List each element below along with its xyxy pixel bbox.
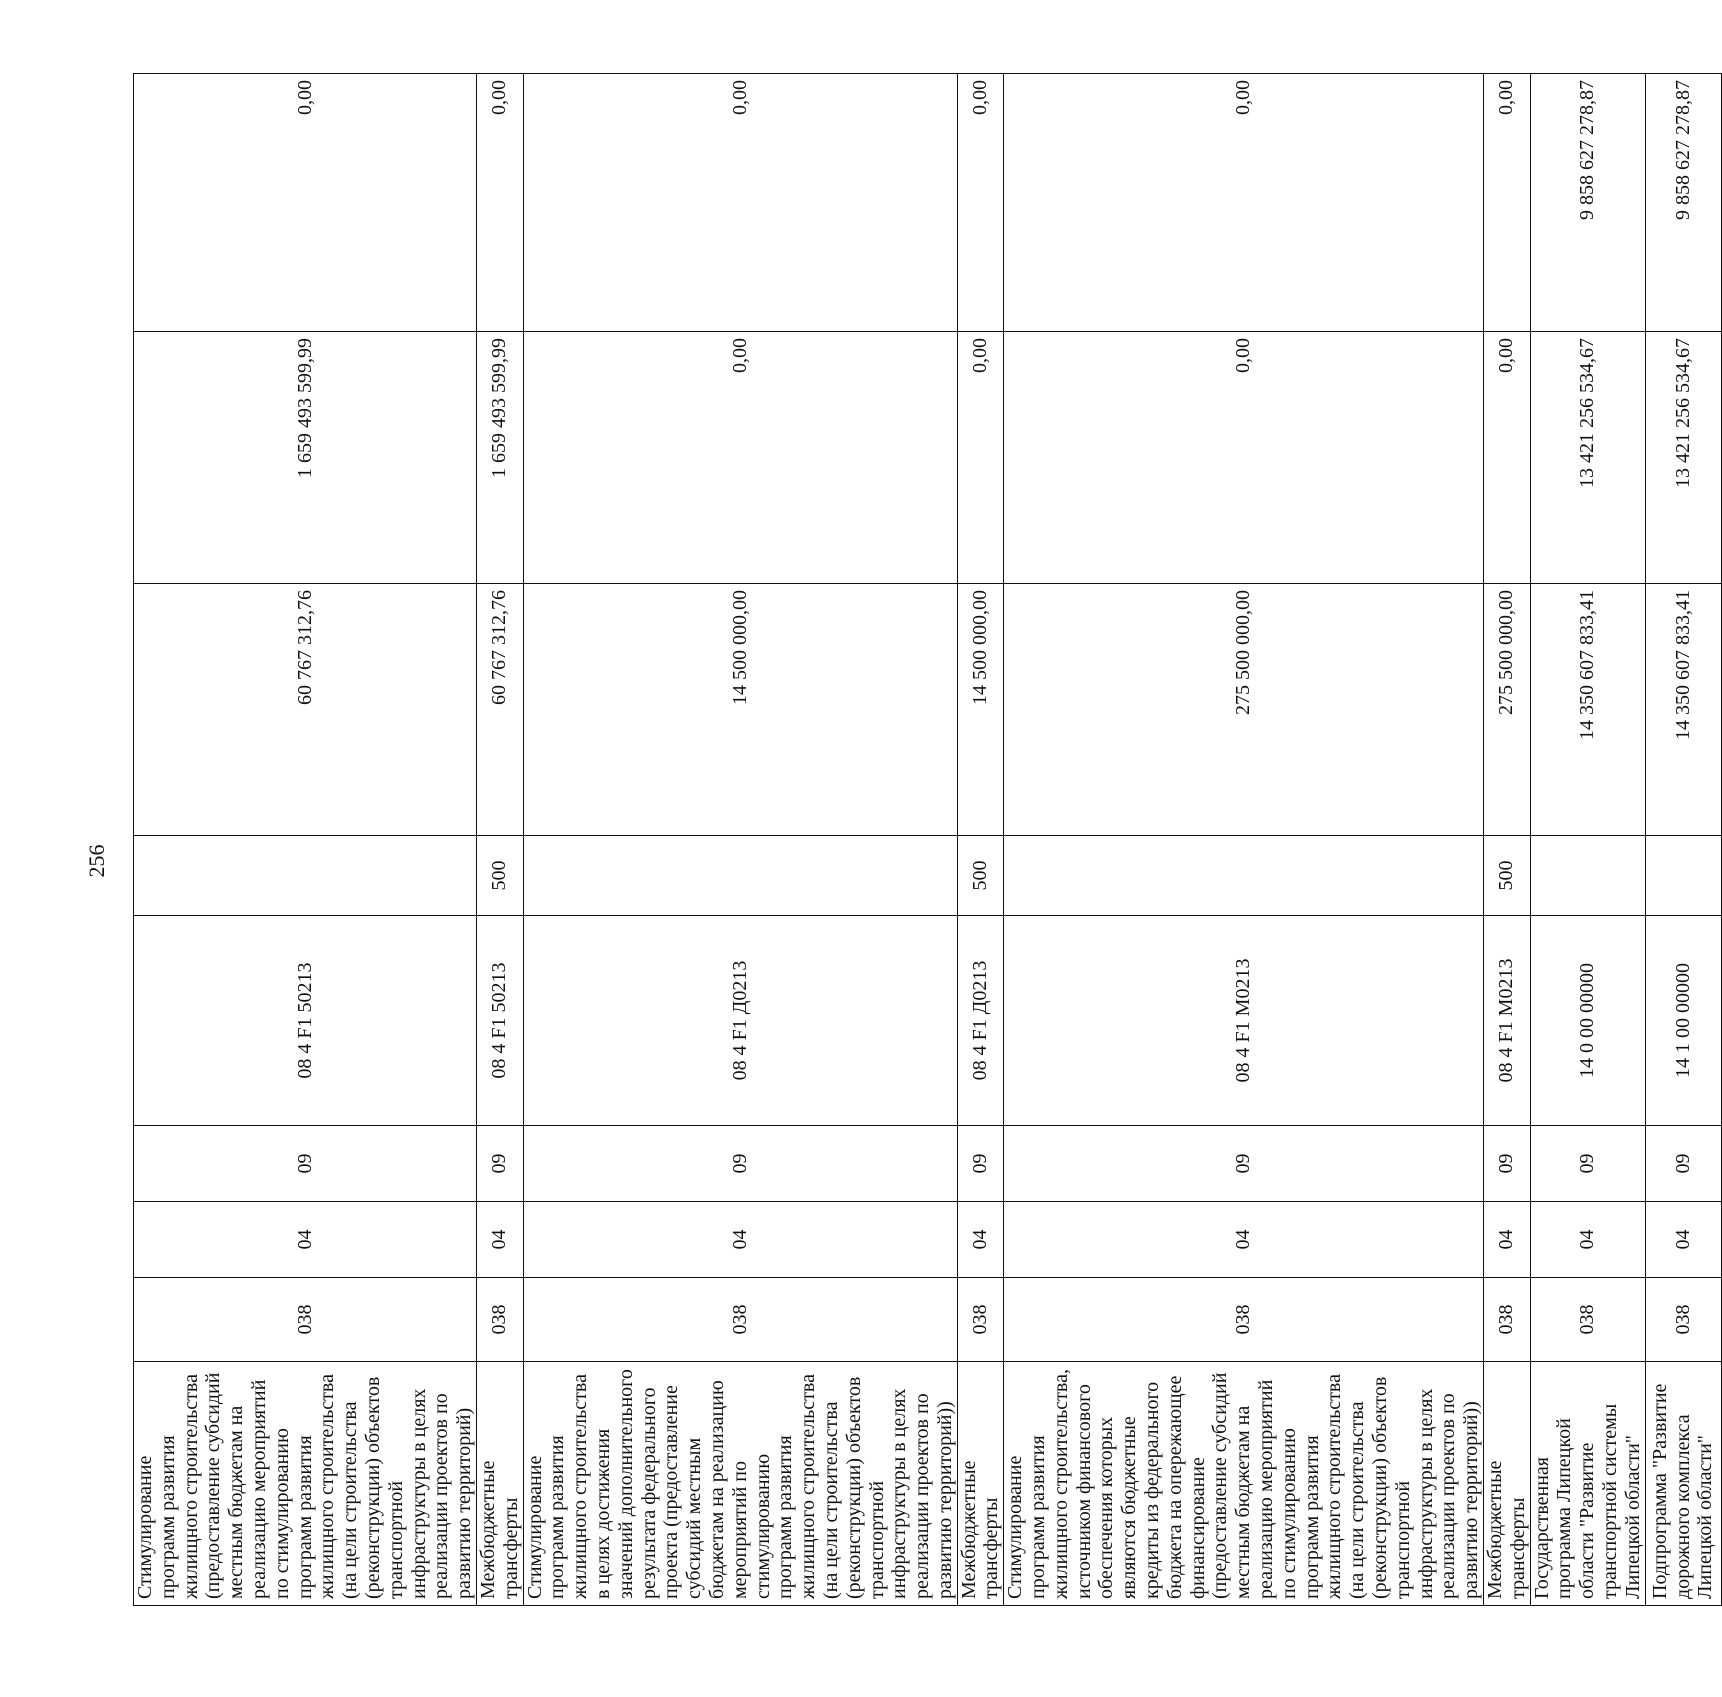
amount-1-cell: 14 500 000,00	[523, 584, 957, 836]
row-name-cell: Стимулирование программ развития жилищного строительства в целях достижения значений дополнительного результата федерального проекта (предоставление субсидий местным бюджетам на реализацию мероприятий по стимулированию программ развития жилищного строительства (на цели строительства (реконструкции) объектов транспортной инфраструктуры в целях реализации проектов по развитию территорий))	[523, 1362, 957, 1606]
table-row	[523, 74, 957, 1606]
csr-code-cell: 08 4 F1 50213	[476, 916, 523, 1126]
rotated-page-content	[133, 74, 1717, 1606]
table-row	[476, 74, 523, 1606]
amount-3-cell: 0,00	[957, 74, 1004, 332]
amount-1-cell: 275 500 000,00	[1004, 584, 1484, 836]
amount-3-cell: 0,00	[134, 74, 477, 332]
csr-code-cell: 08 4 F1 Д0213	[957, 916, 1004, 1126]
pr-code-cell: 09	[1530, 1126, 1645, 1202]
table-row	[957, 74, 1004, 1606]
csr-code-cell: 14 1 00 00000	[1645, 916, 1721, 1126]
row-name-cell: Государственная программа Липецкой области "Развитие транспортной системы Липецкой области"	[1530, 1362, 1645, 1606]
row-name-cell: Межбюджетные трансферты	[1484, 1362, 1531, 1606]
csr-code-cell: 08 4 F1 50213	[134, 916, 477, 1126]
rz-code-cell: 04	[523, 1202, 957, 1278]
vr-code-cell	[1004, 836, 1484, 916]
gr-code-cell: 038	[957, 1278, 1004, 1362]
gr-code-cell: 038	[1004, 1278, 1484, 1362]
table-row	[1484, 74, 1531, 1606]
pr-code-cell: 09	[1484, 1126, 1531, 1202]
gr-code-cell: 038	[1484, 1278, 1531, 1362]
amount-1-cell: 275 500 000,00	[1484, 584, 1531, 836]
rz-code-cell: 04	[1530, 1202, 1645, 1278]
vr-code-cell	[134, 836, 477, 916]
amount-2-cell: 0,00	[1484, 332, 1531, 584]
page-number: 256	[84, 844, 109, 878]
csr-code-cell: 08 4 F1 M0213	[1484, 916, 1531, 1126]
amount-2-cell: 13 421 256 534,67	[1645, 332, 1721, 584]
amount-3-cell: 0,00	[523, 74, 957, 332]
rz-code-cell: 04	[957, 1202, 1004, 1278]
amount-3-cell: 0,00	[1484, 74, 1531, 332]
table-row	[1004, 74, 1484, 1606]
row-name-cell: Подпрограмма "Развитие дорожного комплекса Липецкой области"	[1645, 1362, 1721, 1606]
amount-2-cell: 13 421 256 534,67	[1530, 332, 1645, 584]
rz-code-cell: 04	[1484, 1202, 1531, 1278]
vr-code-cell	[523, 836, 957, 916]
vr-code-cell: 500	[476, 836, 523, 916]
amount-2-cell: 0,00	[1004, 332, 1484, 584]
gr-code-cell: 038	[1530, 1278, 1645, 1362]
row-name-cell: Межбюджетные трансферты	[957, 1362, 1004, 1606]
budget-table	[133, 73, 1722, 1606]
rz-code-cell: 04	[476, 1202, 523, 1278]
csr-code-cell: 14 0 00 00000	[1530, 916, 1645, 1126]
row-name-cell: Стимулирование программ развития жилищного строительства, источником финансового обеспечения которых являются бюджетные кредиты из федерального бюджета на опережающее финансирование (предоставление субсидий местным бюджетам на реализацию мероприятий по стимулированию программ развития жилищного строительства (на цели строительства (реконструкции) объектов транспортной инфраструктуры в целях реализации проектов по развитию территорий))	[1004, 1362, 1484, 1606]
amount-2-cell: 1 659 493 599,99	[134, 332, 477, 584]
pr-code-cell: 09	[523, 1126, 957, 1202]
csr-code-cell: 08 4 F1 Д0213	[523, 916, 957, 1126]
amount-2-cell: 1 659 493 599,99	[476, 332, 523, 584]
amount-3-cell: 9 858 627 278,87	[1645, 74, 1721, 332]
csr-code-cell: 08 4 F1 M0213	[1004, 916, 1484, 1126]
amount-3-cell: 0,00	[1004, 74, 1484, 332]
gr-code-cell: 038	[134, 1278, 477, 1362]
vr-code-cell: 500	[957, 836, 1004, 916]
gr-code-cell: 038	[476, 1278, 523, 1362]
rz-code-cell: 04	[134, 1202, 477, 1278]
pr-code-cell: 09	[476, 1126, 523, 1202]
pr-code-cell: 09	[1004, 1126, 1484, 1202]
pr-code-cell: 09	[1645, 1126, 1721, 1202]
amount-1-cell: 14 350 607 833,41	[1645, 584, 1721, 836]
row-name-cell: Межбюджетные трансферты	[476, 1362, 523, 1606]
vr-code-cell: 500	[1484, 836, 1531, 916]
amount-2-cell: 0,00	[957, 332, 1004, 584]
amount-3-cell: 0,00	[476, 74, 523, 332]
rz-code-cell: 04	[1645, 1202, 1721, 1278]
amount-1-cell: 60 767 312,76	[134, 584, 477, 836]
amount-1-cell: 14 500 000,00	[957, 584, 1004, 836]
amount-1-cell: 60 767 312,76	[476, 584, 523, 836]
table-row	[1645, 74, 1721, 1606]
row-name-cell: Стимулирование программ развития жилищного строительства (предоставление субсидий местным бюджетам на реализацию мероприятий по стимулированию программ развития жилищного строительства (на цели строительства (реконструкции) объектов транспортной инфраструктуры в целях реализации проектов по развитию территорий)	[134, 1362, 477, 1606]
table-row	[134, 74, 477, 1606]
amount-1-cell: 14 350 607 833,41	[1530, 584, 1645, 836]
amount-3-cell: 9 858 627 278,87	[1530, 74, 1645, 332]
pr-code-cell: 09	[134, 1126, 477, 1202]
gr-code-cell: 038	[1645, 1278, 1721, 1362]
vr-code-cell	[1530, 836, 1645, 916]
table-row	[1530, 74, 1645, 1606]
gr-code-cell: 038	[523, 1278, 957, 1362]
pr-code-cell: 09	[957, 1126, 1004, 1202]
amount-2-cell: 0,00	[523, 332, 957, 584]
rz-code-cell: 04	[1004, 1202, 1484, 1278]
vr-code-cell	[1645, 836, 1721, 916]
